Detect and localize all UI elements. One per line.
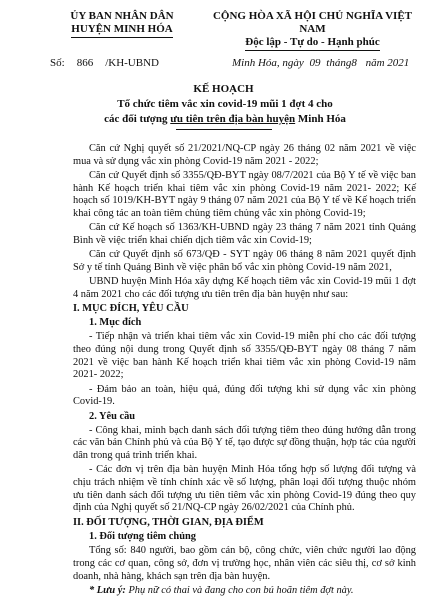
issuing-authority <box>52 10 192 38</box>
authority-line-2: HUYỆN MINH HÓA <box>71 23 172 38</box>
title-divider <box>176 129 272 130</box>
note-label: * Lưu ý: <box>89 584 126 596</box>
date-day: 09 <box>309 57 321 69</box>
national-motto: Độc lập - Tự do - Hạnh phúc <box>245 36 379 51</box>
paragraph-purpose-1: - Tiếp nhận và triển khai tiêm vắc xin Covid-19 miễn phí cho các đối tượng theo đúng nội dung trong Quyết định số 3355/QĐ-BYT ngày 08 tháng 7 năm 2021 về việc ban hành Kế hoạch triển khai tiêm vắc xin phòng Covid-19 năm 2021- 2022; <box>73 331 416 381</box>
subtitle-line-1: Tổ chức tiêm vắc xin covid-19 mũi 1 đợt 4 cho <box>117 98 333 110</box>
note-paragraph <box>73 585 416 598</box>
section-heading-purpose-requirements: I. MỤC ĐÍCH, YÊU CẦU <box>73 302 189 314</box>
document-number <box>50 57 159 69</box>
document-title: KẾ HOẠCH <box>193 83 254 95</box>
document-date <box>232 57 409 69</box>
subsection-heading-vaccination-subjects: 1. Đối tượng tiêm chủng <box>89 530 196 542</box>
paragraph-requirement-1: - Công khai, minh bạch danh sách đối tượng tiêm theo đúng hướng dẫn trong các văn bản Chính phủ và của Bộ Y tế, tạo được sự đồng thuận, hợp tác của người dân trong quá trình triển khai. <box>73 424 416 462</box>
authority-line-1: ỦY BAN NHÂN DÂN <box>70 10 174 22</box>
subsection-heading-purpose: 1. Mục đích <box>89 317 142 329</box>
subsection-heading-requirements: 2. Yêu cầu <box>89 410 136 422</box>
document-subtitle <box>30 97 420 127</box>
paragraph-purpose-2: - Đảm bảo an toàn, hiệu quả, đúng đối tượng khi sử dụng vắc xin phòng Covid-19. <box>73 383 416 408</box>
section-heading-subjects-time-place: II. ĐỐI TƯỢNG, THỜI GIAN, ĐỊA ĐIỂM <box>73 516 264 528</box>
paragraph-legal-basis-1: Căn cứ Nghị quyết số 21/2021/NQ-CP ngày 26 tháng 02 năm 2021 về việc mua và sử dụng vắc xin phòng Covid-19 năm 2021 - 2022; <box>73 143 416 167</box>
doc-no-value: 866 <box>76 57 94 69</box>
subtitle-underlined: ưu tiên trên địa bàn huyện <box>170 113 296 125</box>
paragraph-intro: UBND huyện Minh Hóa xây dựng Kế hoạch tiêm vắc xin Covid-19 mũi 1 đợt 4 năm 2021 cho các đối tượng ưu tiên trên địa bàn huyện như sau: <box>73 276 416 300</box>
document-body <box>73 143 416 599</box>
paragraph-legal-basis-3: Căn cứ Kế hoạch số 1363/KH-UBND ngày 23 tháng 7 năm 2021 tỉnh Quảng Bình về việc triển khai chiến dịch tiêm vắc xin Covid-19; <box>73 222 416 246</box>
paragraph-legal-basis-4: Căn cứ Quyết định số 673/QĐ - SYT ngày 06 tháng 8 năm 2021 quyết định Sở y tế tỉnh Quảng Bình về việc phân bổ vắc xin phòng Covid-19 năm 2021, <box>73 249 416 273</box>
national-header <box>200 10 425 51</box>
paragraph-requirement-2: - Các đơn vị trên địa bàn huyện Minh Hóa tổng hợp số lượng đối tượng và chịu trách nhiệm về tính chính xác về số lượng, phân loại đối tượng thuộc nhóm ưu tiên danh sách đối tượng ưu tiên tiêm vắc xin phòng Covid-19 đúng theo quy định của Nghị quyết số 21/NQ-CP ngày 26/02/2021 của Chính phủ. <box>73 464 416 514</box>
paragraph-subjects: Tổng số: 840 người, bao gồm cán bộ, công chức, viên chức người lao động trong các cơ quan, công sở, đơn vị trường học, nhân viên các siêu thị, cơ sở kinh doanh, nhà hàng, khách sạn trên địa bàn huyện. <box>73 545 416 582</box>
date-month: tháng8 <box>326 57 357 69</box>
date-place: Minh Hóa, ngày <box>232 57 304 69</box>
subtitle-line-2: các đối tượng ưu tiên trên địa bàn huyện Minh Hóa <box>104 113 346 125</box>
doc-no-label: Số: <box>50 57 65 69</box>
nation-name: CỘNG HÒA XÃ HỘI CHỦ NGHĨA VIỆT NAM <box>212 10 413 35</box>
paragraph-legal-basis-2: Căn cứ Quyết định số 3355/QĐ-BYT ngày 08/7/2021 của Bộ Y tế về việc ban hành Kế hoạch triển khai tiêm vắc xin phòng Covid-19 năm 2021- 2022; Kế hoạch số 1019/KH-BYT ngày 9 tháng 07 năm 2021 của Bộ Y tế về Kế hoạch triển khai công tác an toàn tiêm chủng tiêm chủng vắc xin phòng Covid-19; <box>73 169 416 220</box>
note-text: Phụ nữ có thai và đang cho con bú hoãn tiêm đợt này. <box>128 584 354 596</box>
doc-no-suffix: /KH-UBND <box>105 57 159 69</box>
date-year: năm 2021 <box>365 57 410 69</box>
